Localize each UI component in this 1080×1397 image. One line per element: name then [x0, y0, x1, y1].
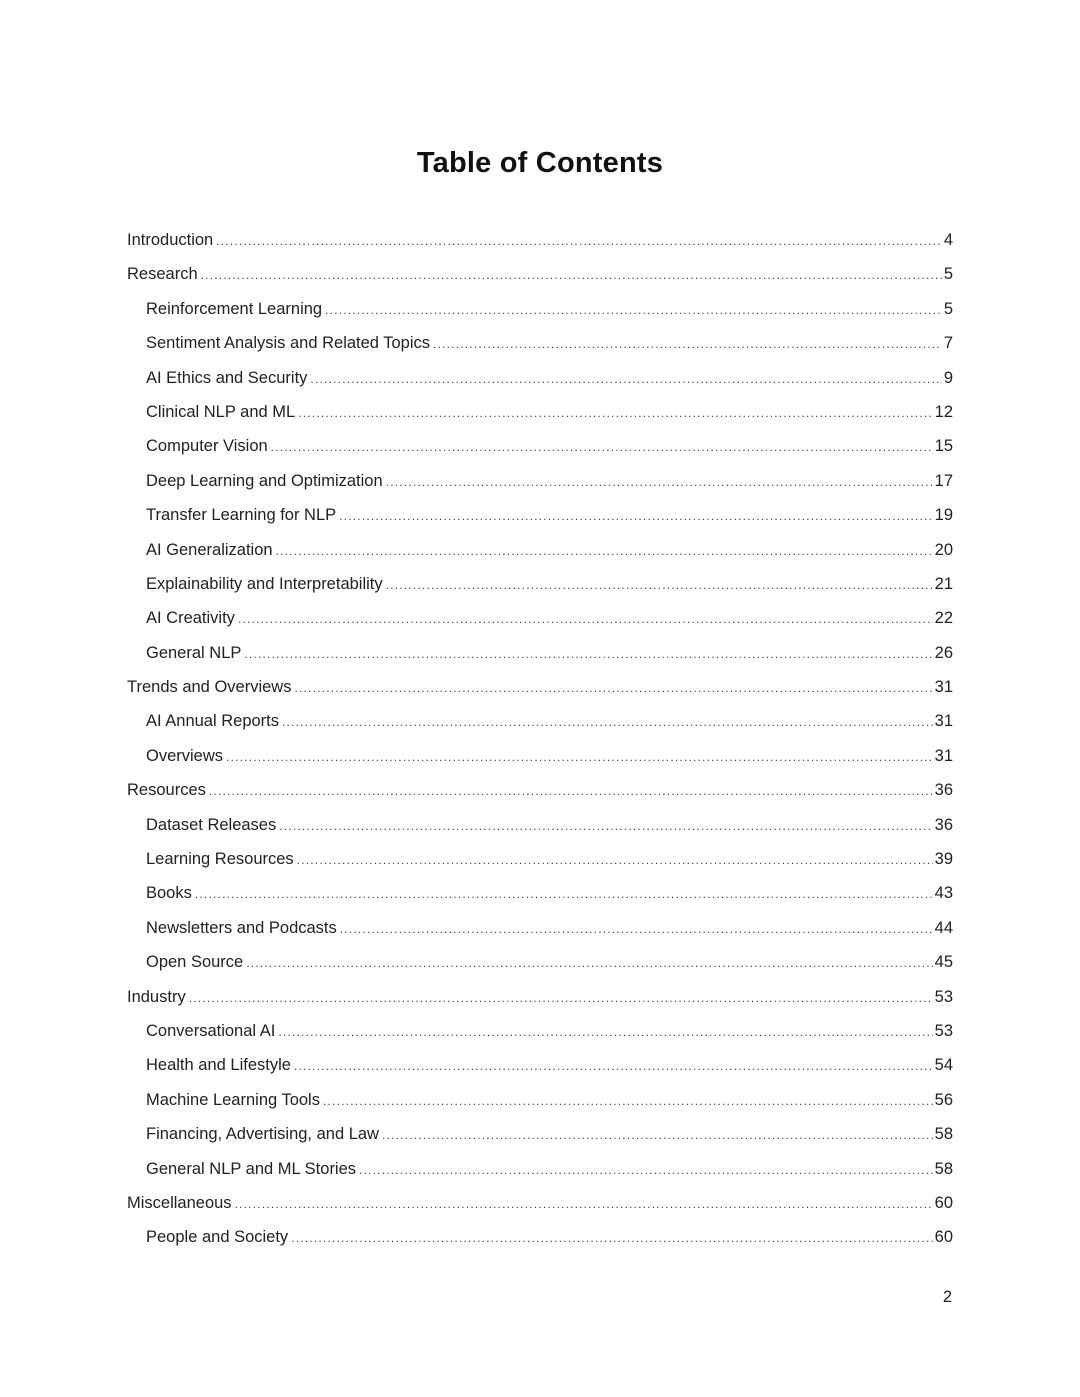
toc-entry-label: People and Society: [146, 1228, 289, 1247]
toc-entry-page-number: 54: [934, 1056, 953, 1075]
toc-entry-page-number: 44: [934, 918, 953, 937]
toc-subsection-link[interactable]: [127, 498, 953, 532]
dot-leader: [294, 671, 932, 705]
dot-leader: [195, 877, 933, 911]
dot-leader: [282, 705, 933, 739]
toc-section-link[interactable]: [127, 980, 953, 1014]
toc-entry-label: Transfer Learning for NLP: [146, 506, 337, 525]
toc-entry-label: Newsletters and Podcasts: [146, 918, 337, 937]
toc-entry-label: Introduction: [127, 231, 214, 249]
toc-entry-label: Open Source: [146, 953, 244, 972]
toc-subsection-link[interactable]: [127, 1220, 953, 1254]
dot-leader: [271, 430, 933, 464]
dot-leader: [235, 1187, 933, 1221]
toc-entry-page-number: 45: [934, 953, 953, 972]
toc-subsection-link[interactable]: [127, 1048, 953, 1082]
toc-entry-label: AI Ethics and Security: [146, 368, 308, 387]
dot-leader: [339, 499, 932, 533]
toc-entry-label: Sentiment Analysis and Related Topics: [146, 334, 431, 353]
dot-leader: [310, 362, 941, 396]
toc-entry-page-number: 19: [934, 506, 953, 525]
toc-entry-label: AI Annual Reports: [146, 712, 279, 731]
toc-entry-label: Clinical NLP and ML: [146, 402, 296, 421]
dot-leader: [294, 1049, 933, 1083]
toc-subsection-link[interactable]: [127, 533, 953, 567]
dot-leader: [216, 224, 942, 258]
toc-section-link[interactable]: [127, 1186, 953, 1220]
toc-section-link[interactable]: [127, 773, 953, 807]
dot-leader: [244, 637, 932, 671]
toc-section-link[interactable]: [127, 257, 953, 291]
toc-subsection-link[interactable]: [127, 429, 953, 463]
dot-leader: [386, 465, 933, 499]
dot-leader: [278, 1015, 932, 1049]
toc-subsection-link[interactable]: [127, 1014, 953, 1048]
toc-entry-label: Overviews: [146, 746, 224, 765]
toc-subsection-link[interactable]: [127, 361, 953, 395]
toc-entry-page-number: 36: [934, 815, 953, 834]
toc-entry-label: Books: [146, 884, 192, 903]
toc-entry-page-number: 26: [934, 643, 953, 662]
toc-subsection-link[interactable]: [127, 808, 953, 842]
toc-subsection-link[interactable]: [127, 876, 953, 910]
toc-subsection-link[interactable]: [127, 842, 953, 876]
toc-subsection-link[interactable]: [127, 911, 953, 945]
toc-subsection-link[interactable]: [127, 636, 953, 670]
toc-subsection-link[interactable]: [127, 326, 953, 360]
toc-entry-label: Industry: [127, 987, 186, 1006]
toc-entry-page-number: 7: [943, 334, 953, 353]
toc-entry-label: Explainability and Interpretability: [146, 574, 383, 593]
toc-entry-label: Learning Resources: [146, 850, 294, 869]
toc-entry-label: Financing, Advertising, and Law: [146, 1125, 379, 1144]
toc-entry-page-number: 58: [934, 1159, 953, 1178]
toc-entry-label: Resources: [127, 781, 206, 800]
toc-entry-page-number: 4: [943, 231, 953, 249]
dot-leader: [433, 327, 942, 361]
toc-entry-label: Research: [127, 265, 198, 284]
dot-leader: [298, 396, 932, 430]
dot-leader: [382, 1118, 933, 1152]
dot-leader: [386, 568, 933, 602]
toc-entry-page-number: 31: [934, 678, 953, 697]
toc-entry-page-number: 20: [934, 540, 953, 559]
page-title: Table of Contents: [416, 147, 664, 180]
toc-entry-page-number: 5: [943, 265, 953, 284]
toc-entry-label: AI Creativity: [146, 609, 235, 628]
dot-leader: [189, 981, 933, 1015]
toc-subsection-link[interactable]: [127, 464, 953, 498]
dot-leader: [323, 1084, 933, 1118]
toc-entry-page-number: 17: [934, 471, 953, 490]
toc-subsection-link[interactable]: [127, 1152, 953, 1186]
toc-entry-label: AI Generalization: [146, 540, 273, 559]
toc-subsection-link[interactable]: [127, 1083, 953, 1117]
table-of-contents: [127, 223, 953, 1255]
toc-entry-label: Machine Learning Tools: [146, 1090, 320, 1109]
toc-entry-label: Conversational AI: [146, 1021, 276, 1040]
toc-entry-label: Health and Lifestyle: [146, 1056, 291, 1075]
dot-leader: [246, 946, 932, 980]
toc-entry-page-number: 53: [934, 1021, 953, 1040]
toc-entry-page-number: 56: [934, 1090, 953, 1109]
toc-entry-page-number: 31: [934, 746, 953, 765]
toc-entry-label: Deep Learning and Optimization: [146, 471, 383, 490]
toc-entry-page-number: 39: [934, 850, 953, 869]
toc-subsection-link[interactable]: [127, 567, 953, 601]
dot-leader: [325, 293, 942, 327]
toc-entry-label: Computer Vision: [146, 437, 268, 456]
dot-leader: [209, 774, 933, 808]
toc-entry-page-number: 31: [934, 712, 953, 731]
toc-entry-label: Miscellaneous: [127, 1193, 232, 1212]
toc-subsection-link[interactable]: [127, 1117, 953, 1151]
toc-subsection-link[interactable]: [127, 601, 953, 635]
dot-leader: [291, 1221, 932, 1255]
toc-entry-label: General NLP and ML Stories: [146, 1159, 357, 1178]
toc-entry-page-number: 43: [934, 884, 953, 903]
toc-subsection-link[interactable]: [127, 739, 953, 773]
toc-entry-page-number: 12: [934, 402, 953, 421]
dot-leader: [226, 740, 933, 774]
toc-entry-page-number: 60: [934, 1228, 953, 1247]
dot-leader: [238, 602, 933, 636]
dot-leader: [340, 912, 933, 946]
toc-entry-label: Dataset Releases: [146, 815, 277, 834]
dot-leader: [279, 809, 932, 843]
dot-leader: [276, 534, 933, 568]
toc-entry-page-number: 58: [934, 1125, 953, 1144]
toc-entry-page-number: 53: [934, 987, 953, 1006]
toc-entry-label: Trends and Overviews: [127, 678, 292, 697]
dot-leader: [297, 843, 933, 877]
toc-entry-page-number: 21: [934, 574, 953, 593]
toc-entry-page-number: 9: [943, 368, 953, 387]
dot-leader: [201, 258, 942, 292]
toc-entry-page-number: 60: [934, 1193, 953, 1212]
toc-entry-page-number: 22: [934, 609, 953, 628]
toc-entry-label: General NLP: [146, 643, 242, 662]
toc-subsection-link[interactable]: [127, 945, 953, 979]
toc-entry-page-number: 15: [934, 437, 953, 456]
toc-subsection-link[interactable]: [127, 292, 953, 326]
toc-subsection-link[interactable]: [127, 704, 953, 738]
dot-leader: [359, 1153, 933, 1187]
toc-entry-page-number: 5: [943, 299, 953, 318]
toc-section-link[interactable]: [127, 223, 953, 257]
toc-entry-page-number: 36: [934, 781, 953, 800]
toc-section-link[interactable]: [127, 670, 953, 704]
page-number: 2: [942, 1288, 952, 1306]
toc-subsection-link[interactable]: [127, 395, 953, 429]
toc-entry-label: Reinforcement Learning: [146, 299, 323, 318]
